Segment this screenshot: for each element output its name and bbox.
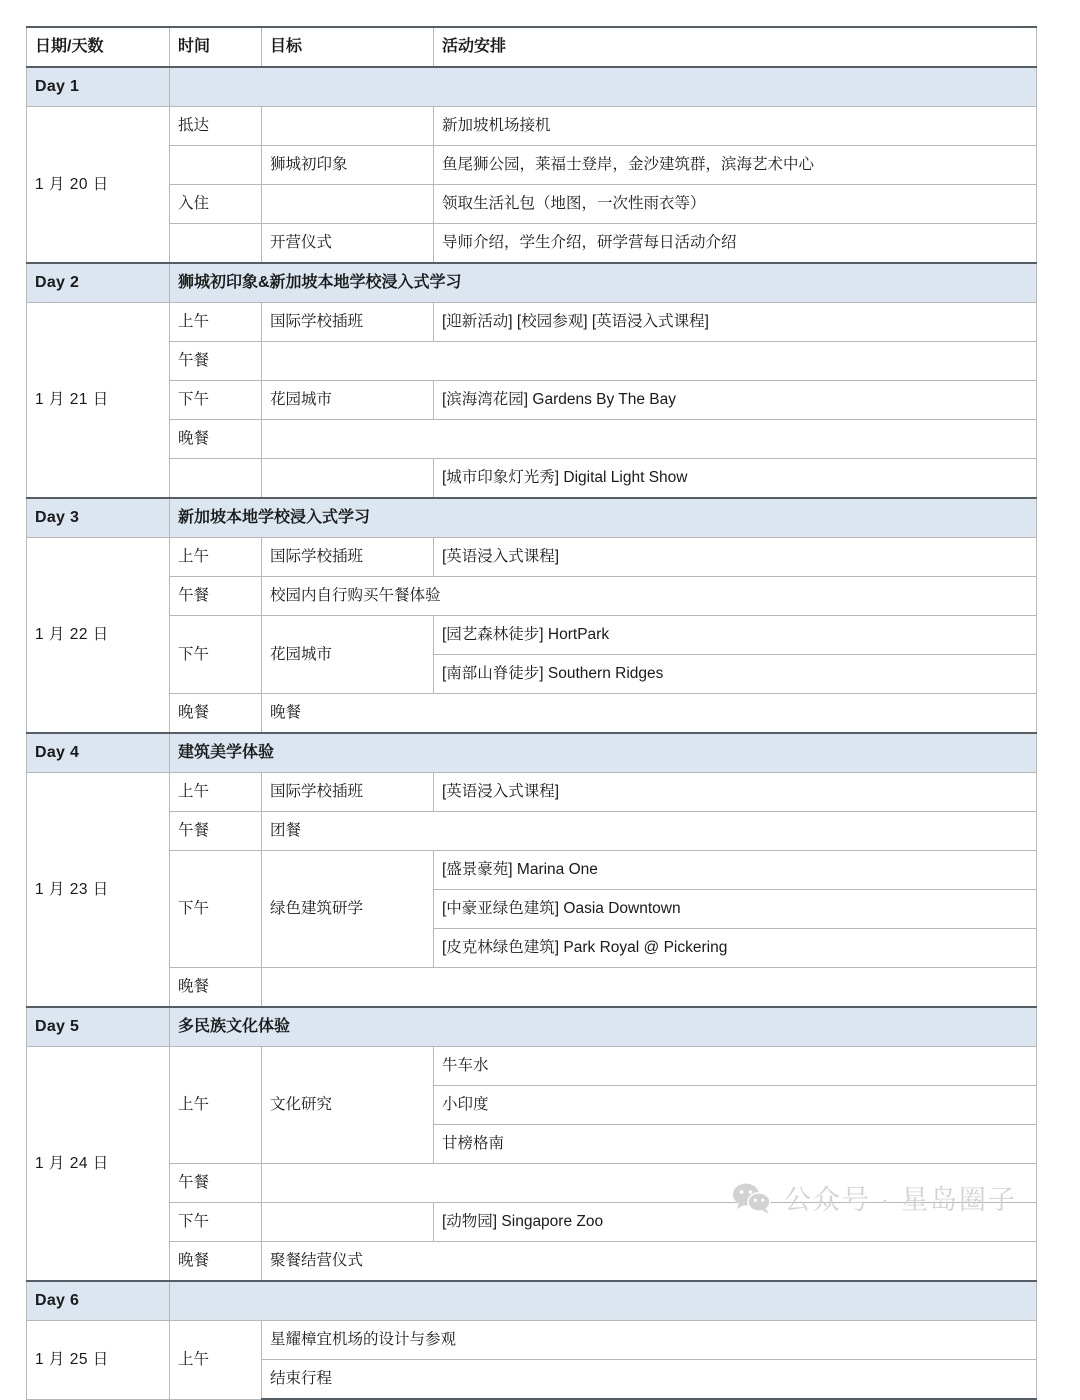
goal-cell: 花园城市 — [262, 616, 434, 694]
column-header: 时间 — [170, 27, 262, 67]
time-cell — [170, 146, 262, 185]
time-cell: 下午 — [170, 1203, 262, 1242]
table-row — [27, 381, 1037, 420]
activity-cell: [皮克林绿色建筑] Park Royal @ Pickering — [434, 929, 1037, 968]
column-header: 目标 — [262, 27, 434, 67]
day-theme: 多民族文化体验 — [170, 1007, 1037, 1047]
time-cell: 下午 — [170, 616, 262, 694]
activity-cell: [中豪亚绿色建筑] Oasia Downtown — [434, 890, 1037, 929]
table-row — [27, 1164, 1037, 1203]
activity-cell: 星耀樟宜机场的设计与参观 — [262, 1321, 1037, 1360]
table-row — [27, 185, 1037, 224]
activity-cell: 牛车水 — [434, 1047, 1037, 1086]
day-theme — [170, 1281, 1037, 1321]
meal-time-cell: 午餐 — [170, 577, 262, 616]
meal-detail-cell: 团餐 — [262, 812, 1037, 851]
meal-time-cell: 晚餐 — [170, 1242, 262, 1282]
day-label: Day 1 — [27, 67, 170, 107]
itinerary-table — [26, 26, 1037, 1400]
column-header: 活动安排 — [434, 27, 1037, 67]
day-banner-row — [27, 1007, 1037, 1047]
table-row — [27, 1047, 1037, 1086]
column-header: 日期/天数 — [27, 27, 170, 67]
meal-detail-cell — [262, 342, 1037, 381]
table-row — [27, 420, 1037, 459]
watermark-text: 公众号 · 星岛圈子 — [784, 1185, 1017, 1215]
activity-cell: [英语浸入式课程] — [434, 538, 1037, 577]
date-cell: 1 月 25 日 — [27, 1321, 170, 1400]
date-cell: 1 月 23 日 — [27, 773, 170, 1008]
activity-cell: 新加坡机场接机 — [434, 107, 1037, 146]
goal-cell — [262, 459, 434, 499]
activity-cell: 结束行程 — [262, 1360, 1037, 1400]
meal-detail-cell: 校园内自行购买午餐体验 — [262, 577, 1037, 616]
table-row — [27, 459, 1037, 499]
goal-cell: 花园城市 — [262, 381, 434, 420]
day-theme: 建筑美学体验 — [170, 733, 1037, 773]
itinerary-sheet — [26, 26, 1036, 1400]
goal-cell: 国际学校插班 — [262, 773, 434, 812]
table-row — [27, 812, 1037, 851]
table-row — [27, 303, 1037, 342]
goal-cell — [262, 185, 434, 224]
goal-cell: 狮城初印象 — [262, 146, 434, 185]
activity-cell: [园艺森林徒步] HortPark — [434, 616, 1037, 655]
table-row — [27, 107, 1037, 146]
day-theme: 狮城初印象&新加坡本地学校浸入式学习 — [170, 263, 1037, 303]
meal-detail-cell — [262, 968, 1037, 1008]
day-banner-row — [27, 733, 1037, 773]
activity-cell: 鱼尾狮公园，莱福士登岸，金沙建筑群，滨海艺术中心 — [434, 146, 1037, 185]
table-row — [27, 342, 1037, 381]
table-row — [27, 1242, 1037, 1282]
meal-time-cell: 午餐 — [170, 1164, 262, 1203]
time-cell: 上午 — [170, 1047, 262, 1164]
table-row — [27, 224, 1037, 264]
meal-time-cell: 午餐 — [170, 342, 262, 381]
table-header-row — [27, 27, 1037, 67]
day-label: Day 2 — [27, 263, 170, 303]
activity-cell: [盛景豪苑] Marina One — [434, 851, 1037, 890]
day-banner-row — [27, 263, 1037, 303]
time-cell: 入住 — [170, 185, 262, 224]
time-cell: 上午 — [170, 773, 262, 812]
goal-cell: 绿色建筑研学 — [262, 851, 434, 968]
goal-cell: 国际学校插班 — [262, 538, 434, 577]
time-cell: 下午 — [170, 381, 262, 420]
table-row — [27, 616, 1037, 655]
date-cell: 1 月 20 日 — [27, 107, 170, 264]
table-row — [27, 968, 1037, 1008]
table-row — [27, 1321, 1037, 1360]
day-label: Day 6 — [27, 1281, 170, 1321]
time-cell: 上午 — [170, 303, 262, 342]
meal-detail-cell — [262, 1164, 1037, 1203]
time-cell: 上午 — [170, 1321, 262, 1400]
activity-cell: [动物园] Singapore Zoo — [434, 1203, 1037, 1242]
day-label: Day 5 — [27, 1007, 170, 1047]
day-label: Day 4 — [27, 733, 170, 773]
table-row — [27, 146, 1037, 185]
table-row — [27, 851, 1037, 890]
activity-cell: 导师介绍，学生介绍，研学营每日活动介绍 — [434, 224, 1037, 264]
table-row — [27, 577, 1037, 616]
activity-cell: 小印度 — [434, 1086, 1037, 1125]
activity-cell: [英语浸入式课程] — [434, 773, 1037, 812]
time-cell — [170, 224, 262, 264]
table-row — [27, 694, 1037, 734]
activity-cell: [南部山脊徒步] Southern Ridges — [434, 655, 1037, 694]
meal-time-cell: 晚餐 — [170, 694, 262, 734]
day-banner-row — [27, 67, 1037, 107]
activity-cell: [城市印象灯光秀] Digital Light Show — [434, 459, 1037, 499]
activity-cell: 甘榜格南 — [434, 1125, 1037, 1164]
meal-detail-cell: 晚餐 — [262, 694, 1037, 734]
table-row — [27, 773, 1037, 812]
goal-cell — [262, 1203, 434, 1242]
meal-detail-cell: 聚餐结营仪式 — [262, 1242, 1037, 1282]
time-cell: 上午 — [170, 538, 262, 577]
goal-cell: 开营仪式 — [262, 224, 434, 264]
time-cell — [170, 459, 262, 499]
date-cell: 1 月 22 日 — [27, 538, 170, 734]
day-theme — [170, 67, 1037, 107]
meal-time-cell: 午餐 — [170, 812, 262, 851]
goal-cell: 国际学校插班 — [262, 303, 434, 342]
table-row — [27, 538, 1037, 577]
date-cell: 1 月 24 日 — [27, 1047, 170, 1282]
day-theme: 新加坡本地学校浸入式学习 — [170, 498, 1037, 538]
day-banner-row — [27, 1281, 1037, 1321]
meal-detail-cell — [262, 420, 1037, 459]
activity-cell: [滨海湾花园] Gardens By The Bay — [434, 381, 1037, 420]
meal-time-cell: 晚餐 — [170, 420, 262, 459]
meal-time-cell: 晚餐 — [170, 968, 262, 1008]
day-label: Day 3 — [27, 498, 170, 538]
time-cell: 抵达 — [170, 107, 262, 146]
time-cell: 下午 — [170, 851, 262, 968]
activity-cell: 领取生活礼包（地图，一次性雨衣等） — [434, 185, 1037, 224]
date-cell: 1 月 21 日 — [27, 303, 170, 499]
itinerary-table-body — [27, 27, 1037, 1399]
day-banner-row — [27, 498, 1037, 538]
goal-cell: 文化研究 — [262, 1047, 434, 1164]
activity-cell: [迎新活动] [校园参观] [英语浸入式课程] — [434, 303, 1037, 342]
table-row — [27, 1203, 1037, 1242]
goal-cell — [262, 107, 434, 146]
